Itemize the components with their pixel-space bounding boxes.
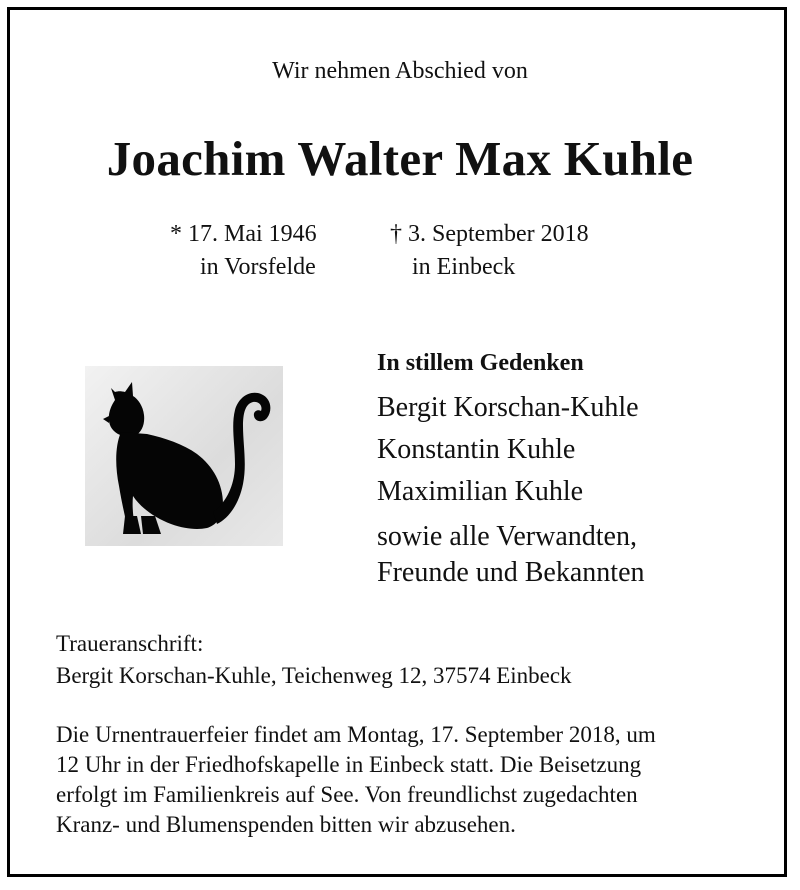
- birth-place: in Vorsfelde: [200, 254, 316, 280]
- deceased-name: Joachim Walter Max Kuhle: [106, 131, 694, 186]
- mourner-name: Konstantin Kuhle: [377, 434, 576, 465]
- address-value: Bergit Korschan-Kuhle, Teichenweg 12, 37574 Einbeck: [56, 663, 572, 688]
- mourners-others-line: Freunde und Bekannten: [377, 557, 645, 588]
- ceremony-line: 12 Uhr in der Friedhofskapelle in Einbeck statt. Die Beisetzung: [56, 752, 642, 777]
- cat-photo: [85, 366, 283, 546]
- ceremony-text: [56, 720, 776, 840]
- death-info: [390, 218, 589, 284]
- mourners-others-line: sowie alle Verwandten,: [377, 521, 637, 552]
- ceremony-line: erfolgt im Familienkreis auf See. Von freundlichst zugedachten: [56, 782, 638, 807]
- birth-info: [170, 218, 317, 284]
- mourner-name: Maximilian Kuhle: [377, 476, 584, 507]
- cat-silhouette-icon: [85, 366, 283, 546]
- mourners-block: [377, 350, 645, 591]
- ceremony-line: Die Urnentrauerfeier findet am Montag, 17. September 2018, um: [56, 722, 656, 747]
- address-block: [56, 628, 572, 692]
- birth-date: * 17. Mai 1946: [170, 221, 317, 247]
- mourner-name: Bergit Korschan-Kuhle: [377, 392, 639, 423]
- death-date: † 3. September 2018: [390, 221, 589, 247]
- death-place: in Einbeck: [412, 254, 516, 280]
- mourners-others: [377, 519, 645, 591]
- ceremony-line: Kranz- und Blumenspenden bitten wir abzusehen.: [56, 812, 516, 837]
- address-label: Traueranschrift:: [56, 631, 204, 656]
- intro-text: Wir nehmen Abschied von: [272, 58, 528, 84]
- mourners-heading: In stillem Gedenken: [377, 350, 584, 376]
